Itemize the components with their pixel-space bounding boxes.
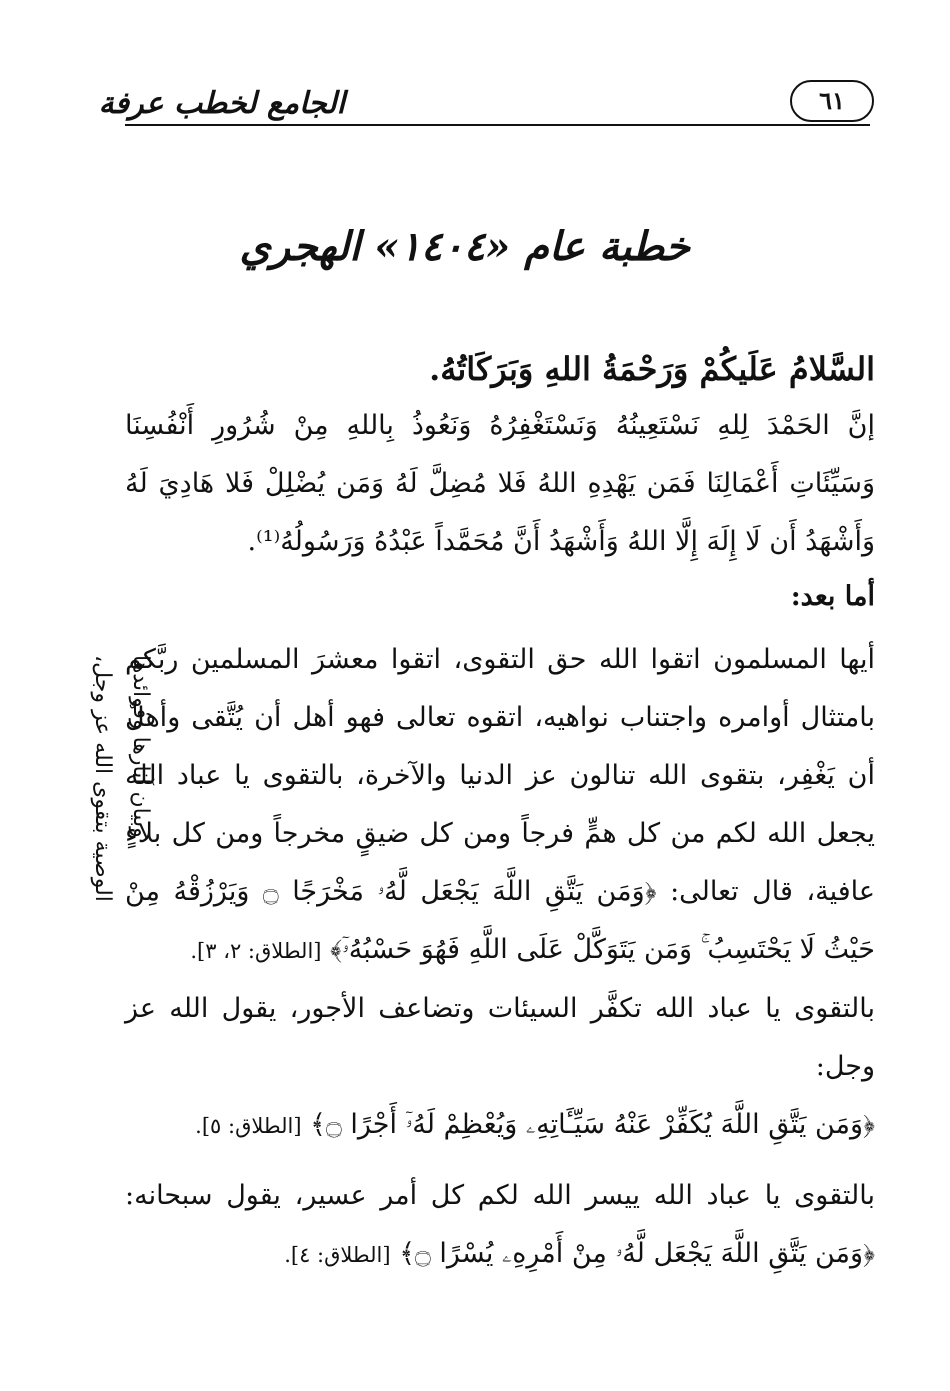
margin-note-line-2: وبيان آثارها وفوائدها <box>128 655 153 838</box>
page-number: ٦١ <box>790 80 874 122</box>
taqwa-paragraph <box>125 631 875 980</box>
taqwa-text: أيها المسلمون اتقوا الله حق التقوى، اتقوا معشرَ المسلمين ربَّكم بامتثال أوامره واجتناب نواهيه، اتقوه تعالى فهو أهل أن يُتَّقى وأهلٌ أن يَغْفِر، بتقوى الله تنالون عز الدنيا والآخرة، بالتقوى يا عباد الله يجعل الله لكم من كل همٍّ فرجاً ومن كل ضيقٍ مخرجاً ومن كل بلاءٍ عافية، قال تعالى: ﴿وَمَن يَتَّقِ اللَّهَ يَجْعَل لَّهُۥ مَخْرَجًا ۝ وَيَرْزُقْهُ مِنْ حَيْثُ لَا يَحْتَسِبُ ۚ وَمَن يَتَوَكَّلْ عَلَى اللَّهِ فَهُوَ حَسْبُهُۥٓ﴾ <box>125 644 875 965</box>
quran-reference: [الطلاق: ٥]. <box>195 1114 302 1138</box>
sayyiat-ayah <box>125 1096 875 1155</box>
book-title: الجامع لخطب عرفة <box>98 86 345 121</box>
amma-bad-heading: أما بعد: <box>790 581 875 612</box>
sayyiat-paragraph: بالتقوى يا عباد الله تكفَّر السيئات وتضاعف الأجور، يقول الله عز وجل: <box>125 993 875 1082</box>
margin-note <box>40 655 153 955</box>
quran-reference: [الطلاق: ٢، ٣]. <box>190 939 322 963</box>
khutba-title: خطبة عام «١٤٠٤» الهجري <box>239 223 690 270</box>
yusr-paragraph <box>125 1167 875 1284</box>
header-rule <box>125 124 870 126</box>
ayah-text: ﴿وَمَن يَتَّقِ اللَّهَ يُكَفِّرْ عَنْهُ سَيِّـَٔاتِهِۦ وَيُعْظِمْ لَهُۥٓ أَجْرًا ۝﴾ <box>310 1109 875 1140</box>
salam-greeting: السَّلامُ عَلَيكُمْ وَرَحْمَةُ اللهِ وَبَرَكَاتُهُ. <box>429 350 875 388</box>
margin-note-line-1: الوصية بتقوى الله عز وجل، <box>90 655 115 902</box>
page-header <box>98 70 870 130</box>
khutba-body <box>125 345 875 1284</box>
quran-reference: [الطلاق: ٤]. <box>284 1243 391 1267</box>
hamd-paragraph: إنَّ الحَمْدَ لِلهِ نَسْتَعِينُهُ وَنَسْتَغْفِرُهُ وَنَعُوذُ بِاللهِ مِنْ شُرُورِ أَنْفُسِنَا وَسَيِّئَاتِ أَعْمَالِنَا فَمَن يَهْدِهِ اللهُ فَلا مُضِلَّ لَهُ وَمَن يُضْلِلْ فَلا هَادِيَ لَهُ وَأَشْهَدُ أَن لَا إِلَهَ إِلَّا اللهُ وَأَشْهَدُ أَنَّ مُحَمَّداً عَبْدُهُ وَرَسُولُهُ⁽¹⁾. <box>125 410 875 557</box>
yusr-text: بالتقوى يا عباد الله ييسر الله لكم كل أمر عسير، يقول سبحانه: ﴿وَمَن يَتَّقِ اللَّهَ يَجْعَل لَّهُۥ مِنْ أَمْرِهِۦ يُسْرًا ۝﴾ <box>125 1180 875 1269</box>
